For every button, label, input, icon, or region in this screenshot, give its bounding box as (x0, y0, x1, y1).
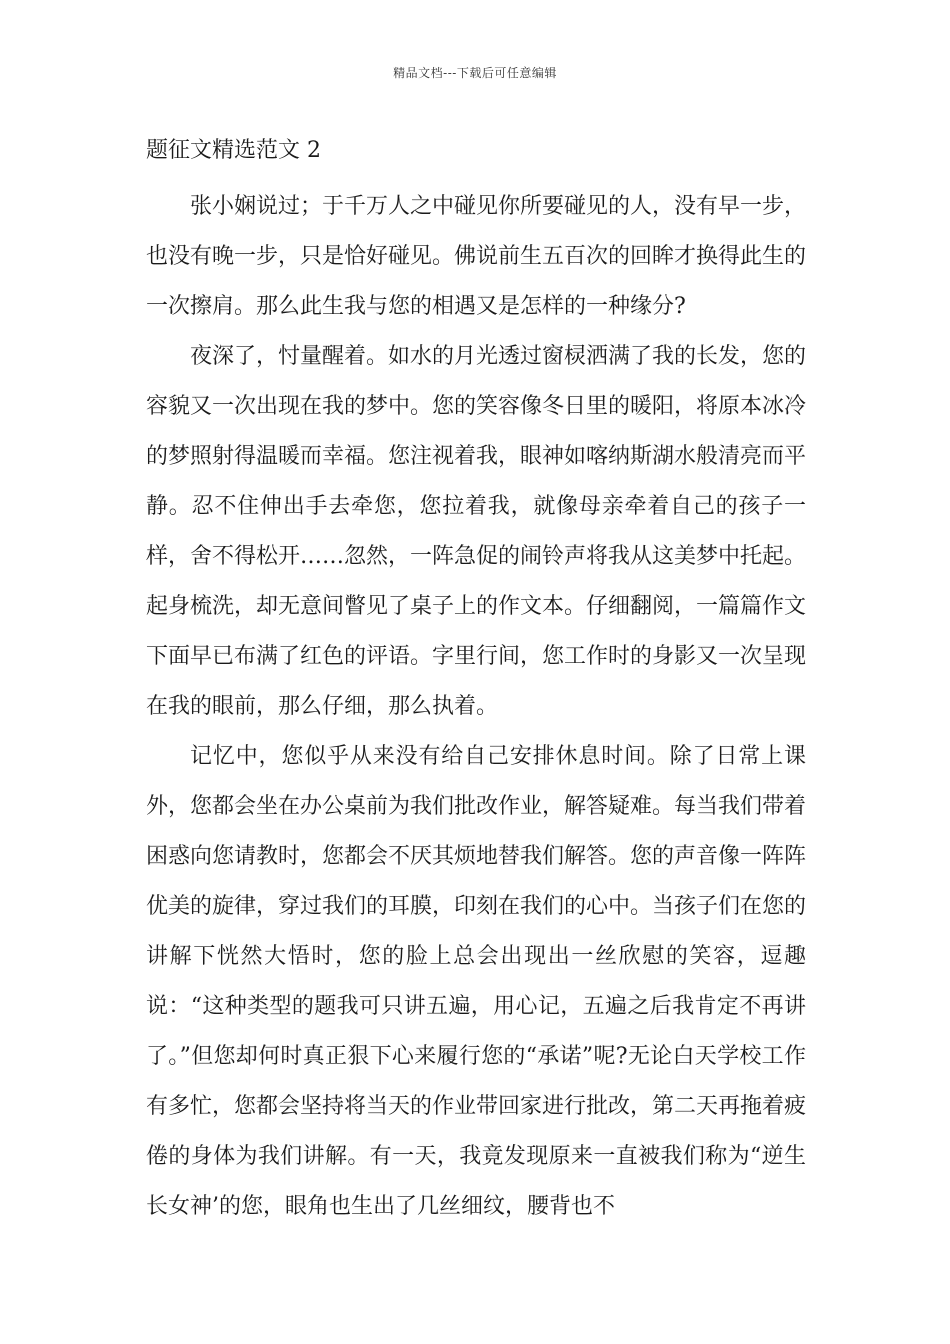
paragraph: 夜深了，忖量醒着。如水的月光透过窗棂洒满了我的长发，您的容貌又一次出现在我的梦中。您的笑容像冬日里的暖阳，将原本冰冷的梦照射得温暖而幸福。您注视着我，眼神如喀纳斯湖水般清亮而平静。忍不住伸出手去牵您，您拉着我，就像母亲牵着自己的孩子一样，舍不得松开……忽然，一阵急促的闹铃声将我从这美梦中托起。起身梳洗，却无意间瞥见了桌子上的作文本。仔细翻阅，一篇篇作文下面早已布满了红色的评语。字里行间，您工作时的身影又一次呈现在我的眼前，那么仔细，那么执着。 (146, 344, 807, 719)
document-body (146, 136, 806, 1232)
paragraph: 记忆中，您似乎从来没有给自己安排休息时间。除了日常上课外，您都会坐在办公桌前为我们批改作业，解答疑难。每当我们带着困惑向您请教时，您都会不厌其烦地替我们解答。您的声音像一阵阵优美的旋律，穿过我们的耳膜，印刻在我们的心中。当孩子们在您的讲解下恍然大悟时，您的脸上总会出现出一丝欣慰的笑容，逗趣说：“这种类型的题我可只讲五遍，用心记，五遍之后我肯定不再讲了。”但您却何时真正狠下心来履行您的“承诺”呢?无论白天学校工作有多忙，您都会坚持将当天的作业带回家进行批改，第二天再拖着疲倦的身体为我们讲解。有一天，我竟发现原来一直被我们称为“逆生长女神’的您，眼角也生出了几丝细纹，腰背也不 (146, 744, 807, 1219)
paragraph: 张小娴说过；于千万人之中碰见你所要碰见的人，没有早一步，也没有晚一步，只是恰好碰见。佛说前生五百次的回眸才换得此生的一次擦肩。那么此生我与您的相遇又是怎样的一种缘分? (146, 194, 807, 319)
document-title: 题征文精选范文 2 (146, 138, 321, 163)
page-header: 精品文档---下载后可任意编辑 (393, 66, 557, 80)
